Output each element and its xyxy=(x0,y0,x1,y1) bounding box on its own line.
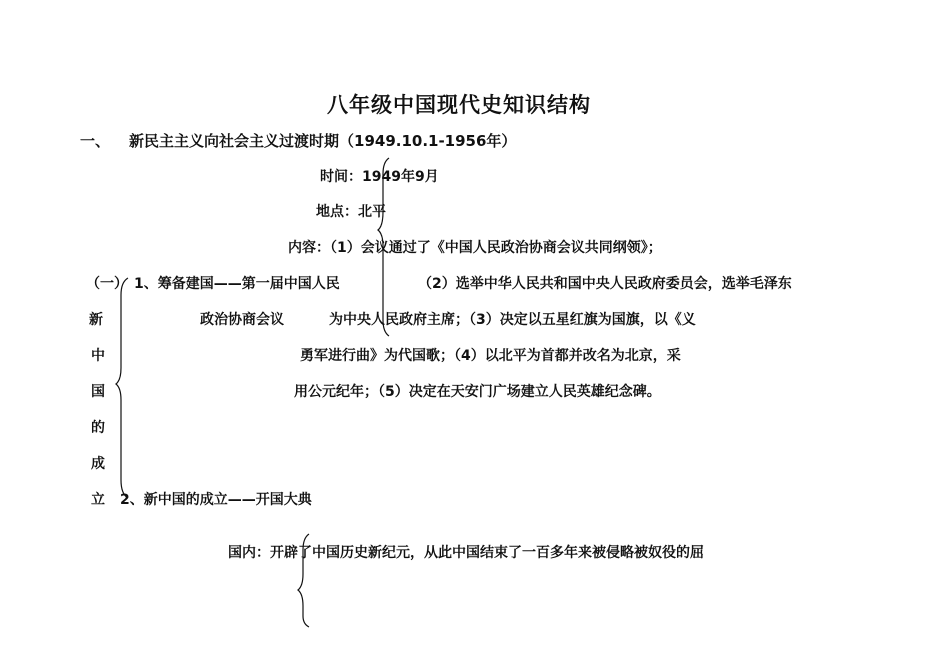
domestic-significance: 国内：开辟了中国历史新纪元，从此中国结束了一百多年来被侵略被奴役的屈 xyxy=(228,545,704,561)
part-label-open: （一） xyxy=(86,276,128,292)
meeting-place: 地点：北平 xyxy=(316,204,386,220)
meeting-content-line-2: （2）选举中华人民共和国中央人民政府委员会，选举毛泽东 xyxy=(418,276,792,292)
item2-lead: 2、新中国的成立——开国大典 xyxy=(120,492,312,508)
item1-lead-cont: 政治协商会议 xyxy=(200,312,284,328)
section-number: 一、 xyxy=(80,132,111,150)
part-label-char: 的 xyxy=(91,420,105,436)
meeting-content-line-4: 勇军进行曲》为代国歌；（4）以北平为首都并改名为北京，采 xyxy=(300,348,681,364)
left-brace xyxy=(116,278,128,498)
part-label-char: 国 xyxy=(91,384,105,400)
part-label-char: 成 xyxy=(91,456,105,472)
meeting-content-line-1: 内容：（1）会议通过了《中国人民政治协商会议共同纲领》； xyxy=(288,240,662,256)
meeting-content-line-3: 为中央人民政府主席；（3）决定以五星红旗为国旗，以《义 xyxy=(329,312,696,328)
item1-lead: 1、筹备建国——第一届中国人民 xyxy=(134,276,340,292)
part-label-char: 中 xyxy=(91,348,105,364)
section-heading: 新民主主义向社会主义过渡时期（1949.10.1-1956年） xyxy=(129,132,517,150)
page-title: 八年级中国现代史知识结构 xyxy=(327,92,591,117)
part-label-char: 立 xyxy=(91,492,105,508)
part-label-char: 新 xyxy=(89,312,103,328)
meeting-content-line-5: 用公元纪年；（5）决定在天安门广场建立人民英雄纪念碑。 xyxy=(294,384,661,400)
meeting-time: 时间：1949年9月 xyxy=(320,169,439,185)
